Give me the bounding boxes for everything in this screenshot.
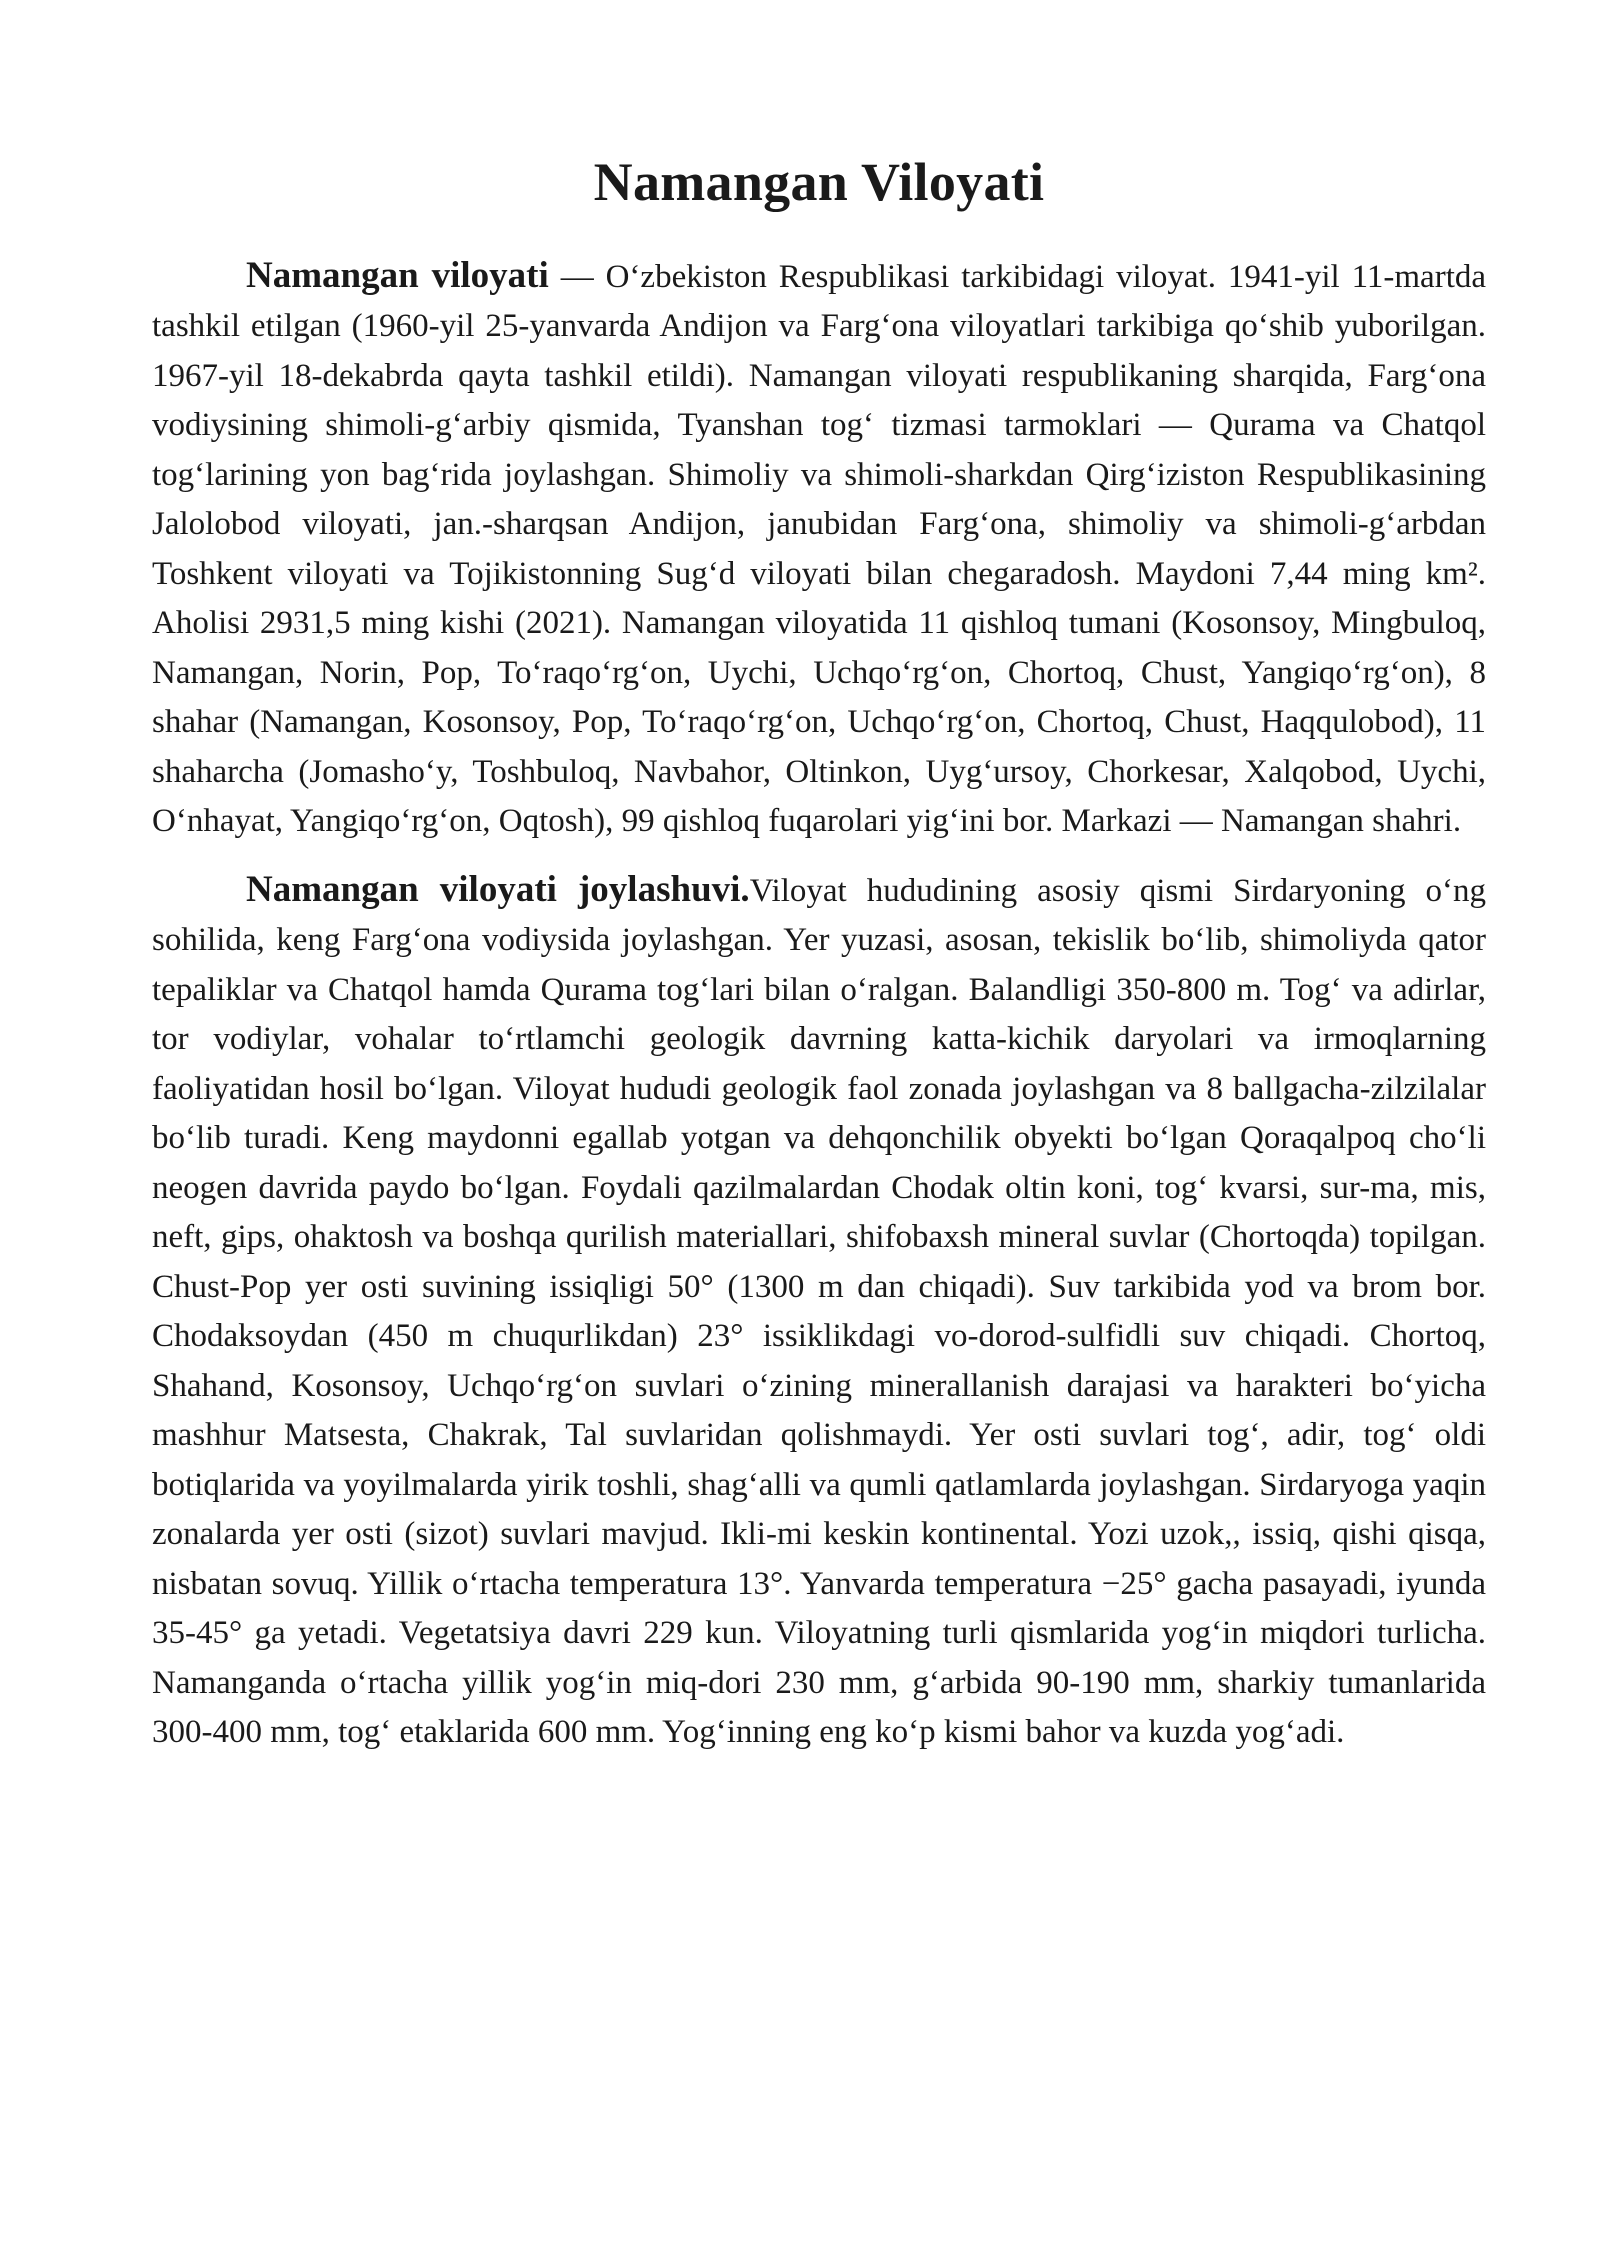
paragraph-location bbox=[152, 865, 1486, 1758]
page-title: Namangan Viloyati bbox=[593, 152, 1045, 212]
paragraph-text: Viloyat hududining asosiy qismi Sirdaryoning o‘ng sohilida, keng Farg‘ona vodiysida joylashgan. Yer yuzasi, asosan, tekislik bo‘lib, shimoliyda qator tepaliklar va Chatqol hamda Qurama tog‘lari bilan o‘ralgan. Balandligi 350-800 m. Tog‘ va adirlar, tor vodiylar, vohalar to‘rtlamchi geologik davrning katta-kichik daryolari va irmoqlarning faoliyatidan hosil bo‘lgan. Viloyat hududi geologik faol zonada joylashgan va 8 ballgacha-zilzilalar bo‘lib turadi. Keng maydonni egallab yotgan va dehqonchilik obyekti bo‘lgan Qoraqalpoq cho‘li neogen davrida paydo bo‘lgan. Foydali qazilmalardan Chodak oltin koni, tog‘ kvarsi, sur-ma, mis, neft, gips, ohaktosh va boshqa qurilish materiallari, shifobaxsh mineral suvlar (Chortoqda) topilgan. Chust-Pop yer osti suvining issiqligi 50° (1300 m dan chiqadi). Suv tarkibida yod va brom bor. Chodaksoydan (450 m chuqurlikdan) 23° issiklikdagi vo-dorod-sulfidli suv chiqadi. Chortoq, Shahand, Kosonsoy, Uchqo‘rg‘on suvlari o‘zining minerallanish darajasi va harakteri bo‘yicha mashhur Matsesta, Chakrak, Tal suvlaridan qolishmaydi. Yer osti suvlari tog‘, adir, tog‘ oldi botiqlarida va yoyilmalarda yirik toshli, shag‘alli va qumli qatlamlarda joylashgan. Sirdaryoga yaqin zonalarda yer osti (sizot) suvlari mavjud. Ikli-mi keskin kontinental. Yozi uzok,, issiq, qishi qisqa, nisbatan sovuq. Yillik o‘rtacha temperatura 13°. Yanvarda temperatura −25° gacha pasayadi, iyunda 35-45° ga yetadi. Vegetatsiya davri 229 kun. Viloyatning turli qismlarida yog‘in miqdori turlicha. Namanganda o‘rtacha yillik yog‘in miq-dori 230 mm, g‘arbida 90-190 mm, sharkiy tumanlarida 300-400 mm, tog‘ etaklarida 600 mm. Yog‘inning eng ko‘p kismi bahor va kuzda yog‘adi. bbox=[152, 872, 1487, 1751]
paragraph-text: — O‘zbekiston Respublikasi tarkibidagi viloyat. 1941-yil 11-martda tashkil etilgan (1960-yil 25-yanvarda Andijon va Farg‘ona viloyatlari tarkibiga qo‘shib yuborilgan. 1967-yil 18-dekabrda qayta tashkil etildi). Namangan viloyati respublikaning sharqida, Farg‘ona vodiysining shimoli-g‘arbiy qismida, Tyanshan tog‘ tizmasi tarmoklari — Qurama va Chatqol tog‘larining yon bag‘rida joylashgan. Shimoliy va shimoli-sharkdan Qirg‘iziston Respublikasining Jalolobod viloyati, jan.-sharqsan Andijon, janubidan Farg‘ona, shimoliy va shimoli-g‘arbdan Toshkent viloyati va Tojikistonning Sug‘d viloyati bilan chegaradosh. Maydoni 7,44 ming km². Aholisi 2931,5 ming kishi (2021). Namangan viloyatida 11 qishloq tumani (Kosonsoy, Mingbuloq, Namangan, Norin, Pop, To‘raqo‘rg‘on, Uychi, Uchqo‘rg‘on, Chortoq, Chust, Yangiqo‘rg‘on), 8 shahar (Namangan, Kosonsoy, Pop, To‘raqo‘rg‘on, Uchqo‘rg‘on, Chortoq, Chust, Haqqulobod), 11 shaharcha (Jomasho‘y, Toshbuloq, Navbahor, Oltinkon, Uyg‘ursoy, Chorkesar, Xalqobod, Uychi, O‘nhayat, Yangiqo‘rg‘on, Oqtosh), 99 qishloq fuqarolari yig‘ini bor. Markazi — Namangan shahri. bbox=[152, 258, 1487, 840]
paragraph-lead: Namangan viloyati joylashuvi. bbox=[246, 868, 750, 910]
paragraph-overview bbox=[152, 251, 1486, 847]
paragraph-lead: Namangan viloyati bbox=[246, 254, 549, 296]
document-body bbox=[152, 150, 1486, 1758]
